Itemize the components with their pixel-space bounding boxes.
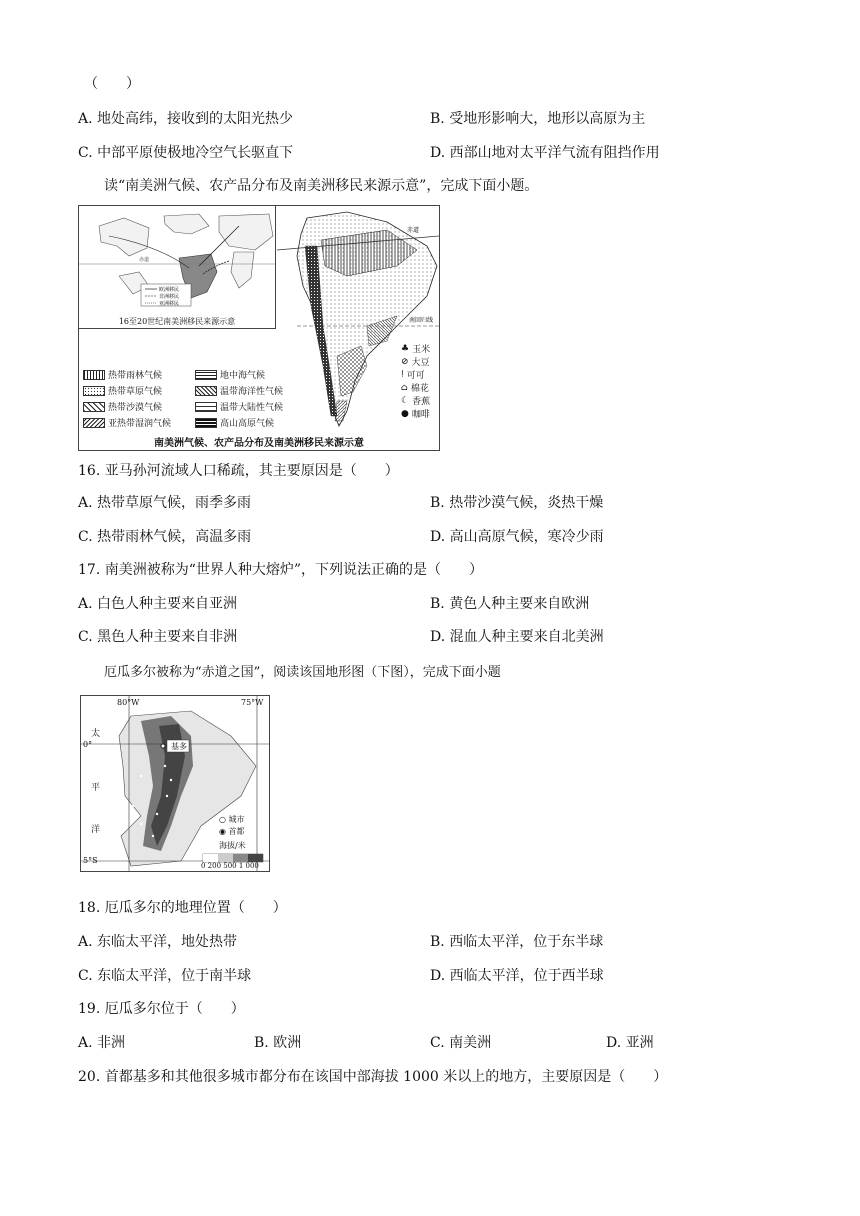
climate-swatch: [195, 370, 217, 380]
q18-option-c[interactable]: C. 东临太平洋，位于南半球: [78, 968, 252, 984]
climate-swatch: [195, 418, 217, 428]
product-legend-item: [401, 394, 430, 407]
lon-80w-label: 80°W: [117, 698, 140, 707]
climate-swatch: [195, 386, 217, 396]
soybean-icon: ⊘: [401, 356, 409, 367]
lat-5s-label: 5°S: [83, 856, 98, 865]
product-legend-item: [401, 407, 430, 420]
q15-option-b[interactable]: B. 受地形影响大，地形以高原为主: [430, 111, 646, 127]
figure1-caption: 南美洲气候、农产品分布及南美洲移民来源示意: [154, 438, 364, 449]
intro-ecuador: 厄瓜多尔被称为“赤道之国”，阅读该国地形图（下图），完成下面小题: [104, 665, 501, 680]
climate-legend-label: 亚热带湿润气候: [108, 419, 172, 429]
capital-label: 基多: [171, 742, 187, 751]
climate-legend-item: [195, 368, 265, 381]
climate-legend-item: [195, 416, 274, 429]
q19-option-c[interactable]: C. 南美洲: [430, 1035, 492, 1051]
q17-stem: 17. 南美洲被称为“世界人种大熔炉”，下列说法正确的是（ ）: [78, 562, 484, 578]
product-legend-item: [401, 381, 429, 394]
coffee-icon: ●: [401, 408, 409, 419]
q16-option-c[interactable]: C. 热带雨林气候，高温多雨: [78, 529, 252, 545]
svg-text:非洲移民: 非洲移民: [159, 294, 180, 300]
climate-legend-label: 高山高原气候: [220, 419, 275, 429]
q17-option-b[interactable]: B. 黄色人种主要来自欧洲: [430, 596, 590, 612]
ocean-char-2: 平: [91, 783, 101, 793]
tropic-label: 南回归线: [409, 317, 434, 324]
climate-swatch: [83, 386, 105, 396]
climate-legend-label: 地中海气候: [220, 371, 266, 381]
climate-legend-item: [195, 384, 283, 397]
elevation-title: 海拔/米: [219, 841, 246, 850]
cocoa-icon: ǃ: [401, 369, 404, 380]
climate-legend-item: [83, 368, 162, 381]
q19-option-d[interactable]: D. 亚洲: [606, 1035, 654, 1051]
product-legend-item: [401, 368, 425, 381]
svg-text:欧洲移民: 欧洲移民: [159, 287, 180, 293]
q17-option-d[interactable]: D. 混血人种主要来自北美洲: [430, 629, 604, 645]
lat-0-label: 0°: [83, 740, 93, 749]
svg-text:赤道: 赤道: [139, 257, 150, 263]
q19-option-a[interactable]: A. 非洲: [78, 1035, 126, 1051]
world-migration-map: [79, 206, 276, 329]
product-label: 香蕉: [412, 397, 431, 407]
ecuador-topographic-map: [80, 695, 270, 872]
climate-legend-item: [195, 400, 283, 413]
climate-swatch: [83, 418, 105, 428]
climate-legend-label: 热带沙漠气候: [108, 403, 163, 413]
svg-text:亚洲移民: 亚洲移民: [159, 301, 180, 307]
climate-legend-label: 温带大陆性气候: [220, 403, 284, 413]
q20-stem: 20. 首都基多和其他很多城市都分布在该国中部海拔 1000 米以上的地方，主要原因是（ ）: [78, 1069, 668, 1085]
q16-option-b[interactable]: B. 热带沙漠气候，炎热干燥: [430, 495, 604, 511]
cotton-icon: ⌂: [401, 382, 408, 393]
q17-option-a[interactable]: A. 白色人种主要来自亚洲: [78, 596, 238, 612]
equator-label: 赤道: [407, 227, 420, 234]
q18-option-b[interactable]: B. 西临太平洋，位于东半球: [430, 934, 604, 950]
climate-swatch: [195, 402, 217, 412]
climate-swatch: [83, 402, 105, 412]
lon-75w-label: 75°W: [241, 698, 264, 707]
ocean-char-3: 洋: [91, 825, 101, 835]
elevation-ticks: 0 200 500 1 000: [201, 862, 259, 870]
product-legend-item: [401, 355, 430, 368]
ocean-char-1: 太: [91, 729, 101, 739]
climate-legend-item: [83, 384, 162, 397]
climate-legend-item: [83, 400, 162, 413]
q16-stem: 16. 亚马孙河流域人口稀疏，其主要原因是（ ）: [78, 463, 399, 479]
question-paren: （ ）: [84, 76, 140, 92]
q16-option-d[interactable]: D. 高山高原气候，寒冷少雨: [430, 529, 604, 545]
product-label: 大豆: [411, 358, 430, 368]
climate-legend-item: [83, 416, 171, 429]
q15-option-a[interactable]: A. 地处高纬，接收到的太阳光热少: [78, 111, 294, 127]
intro-south-america: 读“南美洲气候、农产品分布及南美洲移民来源示意”，完成下面小题。: [104, 178, 539, 194]
product-label: 棉花: [410, 384, 429, 394]
q17-option-c[interactable]: C. 黑色人种主要来自非洲: [78, 629, 238, 645]
corn-icon: ♣: [401, 343, 410, 354]
legend-city: ○ 城市: [219, 815, 245, 824]
q18-stem: 18. 厄瓜多尔的地理位置（ ）: [78, 900, 287, 916]
world-map-caption: 16至20世纪南美洲移民来源示意: [118, 317, 236, 326]
q16-option-a[interactable]: A. 热带草原气候，雨季多雨: [78, 495, 252, 511]
q19-option-b[interactable]: B. 欧洲: [254, 1035, 302, 1051]
product-label: 咖啡: [411, 410, 430, 420]
q18-option-d[interactable]: D. 西临太平洋，位于西半球: [430, 968, 604, 984]
q18-option-a[interactable]: A. 东临太平洋，地处热带: [78, 934, 238, 950]
q15-option-c[interactable]: C. 中部平原使极地冷空气长驱直下: [78, 145, 294, 161]
climate-legend-label: 热带草原气候: [108, 387, 163, 397]
climate-swatch: [83, 370, 105, 380]
product-label: 可可: [406, 371, 425, 381]
climate-legend-label: 热带雨林气候: [108, 371, 163, 381]
climate-legend-label: 温带海洋性气候: [220, 387, 284, 397]
legend-capital: ◉ 首都: [219, 827, 245, 836]
banana-icon: ☾: [401, 395, 410, 406]
product-legend-item: [401, 342, 430, 355]
south-america-figure: [78, 205, 440, 451]
product-label: 玉米: [412, 345, 431, 355]
q15-option-d[interactable]: D. 西部山地对太平洋气流有阻挡作用: [430, 145, 660, 161]
q19-stem: 19. 厄瓜多尔位于（ ）: [78, 1001, 245, 1017]
